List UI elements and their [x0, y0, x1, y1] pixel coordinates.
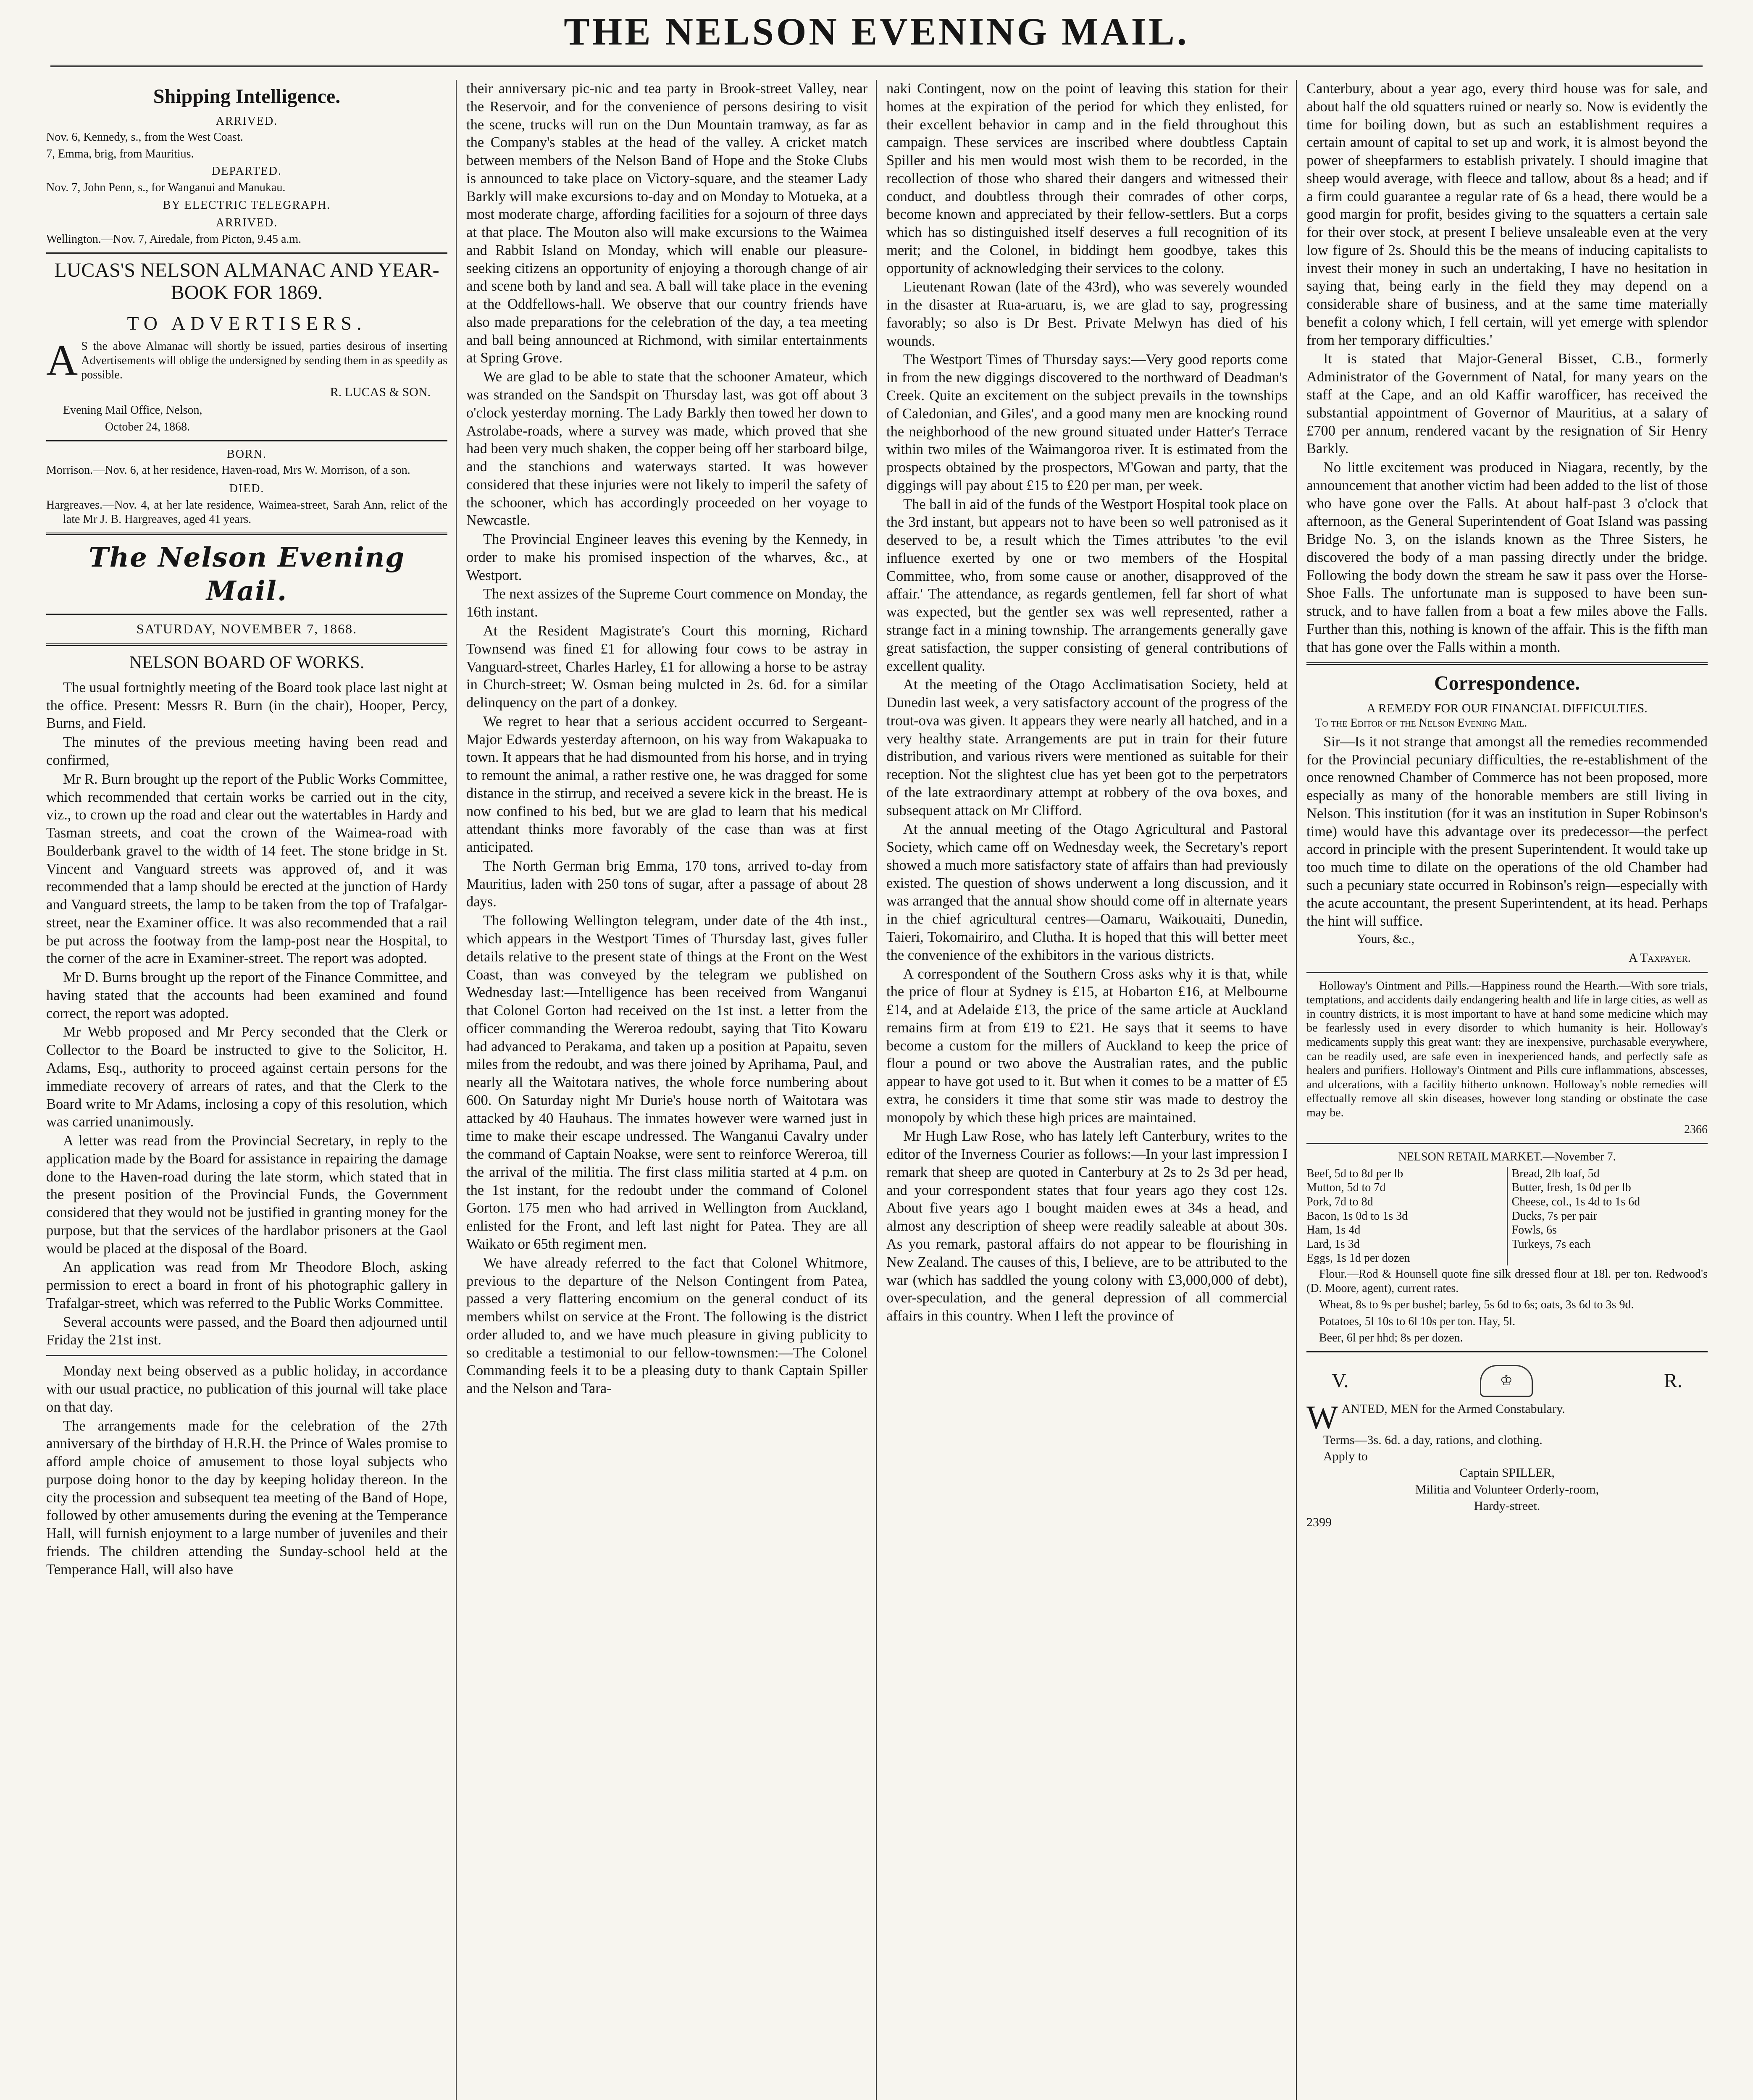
- article-paragraph: Canterbury, about a year ago, every third house was for sale, and about half the old squatters ruined or nearly so. Now is evidently the time for boiling down, but as such an establishment requires a certain amount of capital to set up and work, it is almost beyond the power of sheepfarmers to establish privately. I should imagine that sheep would average, with fleece and tallow, about 8s a head; and if a firm could guarantee a regular rate of 6s a head, there would be a good margin for profit, besides giving to the squatters a certain sale for their over stock, at present I believe unsaleable even at the very low figure of 2s. Should this be the means of inducing capitalists to invest their money in such an undertaking, I have no hesitation in saying that, being early in the field they may depend on a considerable share of business, and at the same time materially benefit a colony which, I fell certain, will yet emerge with splendor from her temporary difficulties.': [1306, 81, 1708, 348]
- article-paragraph: A correspondent of the Southern Cross asks why it is that, while the price of flour at Sydney is £15, at Hobarton £16, at Melbourne £14, and at Adelaide £13, the price of the same article at Auckland remains firm at from £19 to £21. He says that it seems to have become a custom for the millers of Auckland to keep the price of flour a pound or two above the Australian rates, and the public appear to have got used to it. But when it comes to be a matter of £5 extra, he considers it time that some stir was made to destroy the monopoly by which these high prices are maintained.: [886, 966, 1288, 1126]
- article-paragraph: Mr Webb proposed and Mr Percy seconded that the Clerk or Collector to the Board be instructed to give to the Solicitor, H. Adams, Esq., authority to proceed against certain persons for the immediate recovery of arrears of rates, and that the Clerk to the Board write to Mr Adams, inclosing a copy of this resolution, which was carried unanimously.: [46, 1024, 447, 1130]
- cipher-v: V.: [1332, 1370, 1349, 1392]
- market-item: Pork, 7d to 8d: [1306, 1195, 1373, 1209]
- market-note: Wheat, 8s to 9s per bushel; barley, 5s 6d to 6s; oats, 3s 6d to 3s 9d.: [1319, 1298, 1634, 1312]
- article-paragraph: Monday next being observed as a public holiday, in accordance with our usual practice, no publication of this journal will take place on that day.: [46, 1363, 447, 1415]
- market-right-column: [1508, 1167, 1708, 1265]
- article-paragraph: At the meeting of the Otago Acclimatisation Society, held at Dunedin last week, a very satisfactory account of the progress of the trout-ova was given. It appears they were nearly all hatched, and in a very healthy state. Arrangements are put in train for their future distribution, and various rivers were mentioned as suitable for their reception. Not the slightest clue has yet been got to the perpetrators of the late extraordinary attempt at robbery of the ova boxes, and subsequent attack on Mr Clifford.: [886, 677, 1288, 819]
- column-2: [466, 80, 867, 2100]
- departed-entry: Nov. 7, John Penn, s., for Wanganui and Manukau.: [46, 181, 286, 194]
- terms-line: Terms—3s. 6d. a day, rations, and clothing.: [1323, 1433, 1543, 1447]
- almanac-title: LUCAS'S NELSON ALMANAC AND YEAR-BOOK FOR 1869.: [54, 259, 439, 304]
- article-paragraph: Lieutenant Rowan (late of the 43rd), who was severely wounded in the disaster at Rua-aruaru, is, we are glad to say, progressing favorably; so also is Dr Best. Private Melwyn has died of his wounds.: [886, 279, 1288, 349]
- advertisers-place: Evening Mail Office, Nelson,: [63, 404, 202, 417]
- hardy-line: Hardy-street.: [1474, 1499, 1540, 1513]
- market-note: Beer, 6l per hhd; 8s per dozen.: [1319, 1331, 1463, 1345]
- arrived-entry: 7, Emma, brig, from Mauritius.: [46, 147, 194, 160]
- drop-cap: W: [1306, 1399, 1338, 1436]
- article-paragraph: The following Wellington telegram, under date of the 4th inst., which appears in the Westport Times of Thursday last, gives fuller details relative to the present state of things at the Front on the West Coast, than was conveyed by the telegram we published on Wednesday last:—Intelligence has been received from Wanganui that Colonel Gorton had received on the 1st inst. a letter from the officer commanding the Wereroa redoubt, saying that Tito Kowaru had advanced to Perakama, and taken up a position at Papaitu, seven miles from the redoubt, and was there joined by Aprihama, Paul, and nearly all the Waitotara natives, the whole force numbering about 600. On Saturday night Mr Durie's house north of Waitotara was attacked by 40 Hauhaus. The inmates however were warned just in time to make their escape undressed. The Wanganui Cavalry under the command of Captain Noakse, were sent to reinforce Wereroa, till the arrival of the militia. The first class militia started at 4 p.m. on the 1st instant, for the redoubt under the command of Colonel Gorton. 175 men who had arrived in Wellington from Auckland, enlisted for the Front, and left last night for Patea. They are all Waikato or 65th regiment men.: [466, 913, 867, 1252]
- divider: [1306, 1143, 1708, 1144]
- market-item: Cheese, col., 1s 4d to 1s 6d: [1511, 1195, 1640, 1209]
- article-paragraph: their anniversary pic-nic and tea party in Brook-street Valley, near the Reservoir, and for the convenience of persons desiring to visit the scene, trucks will run on the Dun Mountain tramway, as far as the Company's stables at the head of the valley. A cricket match between members of the Nelson Band of Hope and the Stoke Clubs is announced to take place on Victory-square, and the steamer Lady Barkly will make excursions to-day and on Monday to Motueka, at a most moderate charge, affording facilities for a sojourn of three days at that place. The Mouton also will make excursions to the Waimea and Rabbit Island on Monday, which will enable our pleasure-seeking citizens an opportunity of enjoying a thorough change of air and scene both by land and sea. A ball will take place in the evening at the Oddfellows-hall. We observe that our country friends have also made preparations for the celebration of the day, a tea meeting and ball being announced at Richmond, with similar entertainments at Spring Grove.: [466, 81, 867, 366]
- departed-label: DEPARTED.: [212, 165, 282, 178]
- article-paragraph: An application was read from Mr Theodore Bloch, asking permission to erect a board in front of his photographic gallery in Trafalgar-street, which was referred to the Public Works Committee.: [46, 1259, 447, 1311]
- crown-icon: ♔: [1480, 1365, 1533, 1397]
- market-item: Bacon, 1s 0d to 1s 3d: [1306, 1209, 1408, 1223]
- constabulary-advert: [1306, 1401, 1708, 1530]
- divider: [46, 1355, 447, 1356]
- advert-number: 2399: [1306, 1515, 1332, 1529]
- to-editor: To the Editor of the Nelson Evening Mail.: [1315, 717, 1527, 730]
- article-paragraph: The next assizes of the Supreme Court commence on Monday, the 16th instant.: [466, 586, 867, 620]
- market-item: Turkeys, 7s each: [1511, 1237, 1591, 1251]
- column-divider: [876, 80, 877, 2100]
- article-paragraph: It is stated that Major-General Bisset, C.B., formerly Administrator of the Government of Natal, for many years on the staff at the Cape, and an old Kaffir warofficer, has received the substantial appointment of Governor of Mauritius, at a salary of £700 per annum, rendered vacant by the resignation of Sir Henry Barkly.: [1306, 351, 1708, 457]
- article-paragraph: The North German brig Emma, 170 tons, arrived to-day from Mauritius, laden with 250 tons of sugar, after a passage of about 28 days.: [466, 858, 867, 910]
- died-entry: Hargreaves.—Nov. 4, at her late residence, Waimea-street, Sarah Ann, relict of the late Mr J. B. Hargreaves, aged 41 years.: [46, 499, 447, 526]
- divider: [46, 440, 447, 441]
- article-paragraph: At the Resident Magistrate's Court this morning, Richard Townsend was fined £1 for allowing four cows to be astray in Vanguard-street, Charles Harley, £1 for allowing a horse to be astray in Church-street; W. Osman being mulcted in 2s. 6d. for a similar delinquency on the part of a donkey.: [466, 622, 867, 711]
- letter-title: A REMEDY FOR OUR FINANCIAL DIFFICULTIES.: [1367, 701, 1648, 716]
- born-label: BORN.: [227, 447, 267, 461]
- market-item: Beef, 5d to 8d per lb: [1306, 1167, 1403, 1180]
- advertisers-notice: [46, 336, 447, 385]
- market-item: Butter, fresh, 1s 0d per lb: [1511, 1181, 1631, 1194]
- article-paragraph: naki Contingent, now on the point of leaving this station for their homes at the expiration of the period for which they enlisted, for their excellent behavior in camp and in the field throughout this campaign. These services are inscribed where doubtless Captain Spiller and his men would most wish them to be recorded, in the recollection of those who shared their dangers and witnessed their conduct, and doubtless through their comrades of other corps, become known and appreciated by their fellow-settlers. But a corps which has so distinguished itself deserves a full recognition of its merit; and the Colonel, in biddingt hem goodbye, takes this opportunity of acknowledging their services to the colony.: [886, 81, 1288, 276]
- article-paragraph: No little excitement was produced in Niagara, recently, by the announcement that another victim had been added to the list of those who have gone over the Falls. At about half-past 3 o'clock that afternoon, as the General Superintendent of Goat Island was passing Bridge No. 3, on the islands known as the Three Sisters, he discovered the body of a man passing directly under the bridge. Following the body down the stream he saw it pass over the Horse-Shoe Falls. The unfortunate man is supposed to have been sun-struck, and to have fallen from a boat a few miles above the Falls. Further than this, nothing is known of the affair. This is the fifth man that has gone over the Falls within a month.: [1306, 459, 1708, 655]
- article-paragraph: The arrangements made for the celebration of the 27th anniversary of the birthday of H.R.H. the Prince of Wales promise to afford ample choice of amusement to those loyal subjects who purpose doing honor to the day by keeping holiday thereon. In the city the procession and subsequent tea meeting of the Band of Hope, followed by other amusements during the evening at the Temperance Hall, will furnish enjoyment to a large number of juveniles and their friends. The children attending the Sunday-school held at the Temperance Hall, will also have: [46, 1418, 447, 1578]
- born-entry: Morrison.—Nov. 6, at her residence, Haven-road, Mrs W. Morrison, of a son.: [46, 464, 410, 477]
- arrived-label: ARRIVED.: [216, 114, 278, 128]
- advertisers-date: October 24, 1868.: [105, 420, 190, 433]
- article-paragraph: The Westport Times of Thursday says:—Very good reports come in from the new diggings discovered to the northward of Deadman's Creek. Quite an excitement on the subject prevails in the townships of Caledonian, and Giles', and a good many men are knocking round the neighborhood of the new ground situated under Hatter's Terrace within two miles of the Waimangoroa river. It is estimated from the prospects obtained by the prospectors, M'Gowan and party, that the diggings will pay about £15 to £20 per man, per week.: [886, 352, 1288, 494]
- masthead-rule: [50, 65, 1703, 67]
- wanted-line: [1306, 1399, 1708, 1436]
- article-paragraph: We have already referred to the fact that Colonel Whitmore, previous to the departure of the Nelson Contingent from Patea, passed a very flattering encomium on the general conduct of its members whilst on service at the Front. The following is the district order alluded to, and we have much pleasure in giving publicity to so creditable a testimonial to our fellow-townsmen:—The Colonel Commanding feels it to be a pleasing duty to thank Captain Spiller and the Nelson and Tara-: [466, 1255, 867, 1397]
- market-item: Ham, 1s 4d: [1306, 1223, 1361, 1237]
- article-paragraph: The Provincial Engineer leaves this evening by the Kennedy, in order to make his promised inspection of the wharves, &c., at Westport.: [466, 531, 867, 583]
- apply-line: Apply to: [1323, 1449, 1368, 1464]
- letter-body: Sir—Is it not strange that amongst all the remedies recommended for the Provincial pecuniary difficulties, the re-establishment of the once renowned Chamber of Commerce has not been proposed, more especially as many of the honorable members are still living in Nelson. This institution (for it was an institution in Super Robinson's time) would have this advantage over its predecessor—the perfect accord in principle with the present Superintendent. It would take up too much time to dilate on the operations of the old Chamber had such a pecuniary state occurred in Robinson's reign—especially with the acute accountant, the present Superintendent, at its head. Perhaps the hint will suffice.: [1306, 733, 1708, 929]
- article-paragraph: At the annual meeting of the Otago Agricultural and Pastoral Society, which came off on Wednesday week, the Secretary's report showed a much more satisfactory state of affairs than had previously existed. The question of shows underwent a long discussion, and it was arranged that the annual show should come off in alternate years in the chief agricultural centres—Oamaru, Waikouaiti, Dunedin, Taieri, Tokomairiro, and Clutha. It is hoped that this will better meet the convenience of the exhibitors in the various districts.: [886, 821, 1288, 963]
- article-paragraph: Mr Hugh Law Rose, who has lately left Canterbury, writes to the editor of the Inverness Courier as follows:—In your last impression I remark that sheep are quoted in Canterbury at 2s to 2s 3d per head, and your correspondent states that four years ago they cost 12s. About five years ago I bought maiden ewes at 34s a head, and almost any description of sheep were readily saleable at about 30s. As you remark, pastoral affairs do not appear to be flourishing in New Zealand. The causes of this, I believe, are to be attributed to the war (which has saddled the young colony with £3,000,000 of debt), over-speculation, and the general depression of all commercial affairs in this country. When I left the province of: [886, 1128, 1288, 1324]
- newspaper-title: THE NELSON EVENING MAIL.: [564, 10, 1189, 53]
- market-title: NELSON RETAIL MARKET.—November 7.: [1398, 1150, 1616, 1164]
- advertisers-signature: R. LUCAS & SON.: [330, 385, 431, 399]
- column-4: [1306, 80, 1708, 2100]
- market-item: Eggs, 1s 1d per dozen: [1306, 1252, 1410, 1265]
- column-1: [46, 80, 447, 2100]
- market-left-column: [1306, 1167, 1508, 1265]
- market-table: [1306, 1167, 1708, 1265]
- arrived-label: ARRIVED.: [216, 216, 278, 230]
- holloway-advert: Holloway's Ointment and Pills.—Happiness round the Hearth.—With sore trials, temptations, and accidents daily endangering health and life in large cities, as well as in country districts, it is most important to have at hand some medicine which may be fearlessly used in every disorder to which humanity is heir. Holloway's medicaments supply this great want: they are inexpensive, purchasable everywhere, can be readily used, are safe even in inexperienced hands, and perfectly safe as healers and purifiers. Holloway's Ointment and Pills cure inflammations, abscesses, and ulcerations, with a facility hitherto unknown. Holloway's noble remedies will effectually remove all skin diseases, however long standing or obstinate the case may be.: [1306, 979, 1708, 1119]
- column-divider: [456, 80, 457, 2100]
- column-3: [886, 80, 1288, 2100]
- advertisers-text: S the above Almanac will shortly be issued, parties desirous of inserting Advertisements will oblige the undersigned by sending them in as speedily as possible.: [81, 340, 447, 381]
- divider: [46, 614, 447, 615]
- column-divider: [1296, 80, 1297, 2100]
- captain-line: Captain SPILLER,: [1459, 1466, 1555, 1480]
- market-note: Flour.—Rod & Hounsell quote fine silk dressed flour at 18l. per ton. Redwood's (D. Moore, agent), current rates.: [1306, 1268, 1708, 1295]
- wanted-text: ANTED, MEN for the Armed Constabulary.: [1341, 1402, 1565, 1416]
- article-paragraph: Several accounts were passed, and the Board then adjourned until Friday the 21st inst.: [46, 1314, 447, 1348]
- shipping-heading: Shipping Intelligence.: [153, 85, 341, 108]
- telegraph-entry: Wellington.—Nov. 7, Airedale, from Picton, 9.45 a.m.: [46, 233, 302, 246]
- divider: [46, 533, 447, 535]
- advert-number: 2366: [1684, 1123, 1708, 1136]
- cipher-r: R.: [1664, 1370, 1682, 1392]
- article-paragraph: We regret to hear that a serious accident occurred to Sergeant-Major Edwards yesterday afternoon, on his way from Wakapuaka to town. It appears that he had dismounted from his horse, and in trying to remount the animal, a rather restive one, he was dragged for some distance in the stirrup, and received a severe kick in the breast. He is now confined to his bed, but we are glad to learn that his medical attendant thinks more favorably of the case than was at first anticipated.: [466, 713, 867, 856]
- royal-cipher: [1332, 1365, 1682, 1397]
- militia-line: Militia and Volunteer Orderly-room,: [1415, 1482, 1599, 1496]
- divider: [1306, 662, 1708, 665]
- market-item: Mutton, 5d to 7d: [1306, 1181, 1386, 1194]
- market-item: Fowls, 6s: [1511, 1223, 1557, 1237]
- article-paragraph: A letter was read from the Provincial Secretary, in reply to the application made by the Board for assistance in repairing the damage done to the Haven-road during the late storm, which stated that in the present position of the Provincial Funds, the Government considered that they would not be justified in granting money for the purpose, but that the services of the hardlabor prisoners at the Gaol would be placed at the disposal of the Board.: [46, 1133, 447, 1257]
- article-paragraph: The usual fortnightly meeting of the Board took place last night at the office. Present: Messrs R. Burn (in the chair), Hooper, Percy, Burns, and Field.: [46, 679, 447, 732]
- divider: [1306, 972, 1708, 973]
- article-paragraph: We are glad to be able to state that the schooner Amateur, which was stranded on the Sandspit on Thursday last, was got off about 3 o'clock yesterday morning. The Lady Barkly then towed her down to Astrolabe-roads, where a survey was made, which proved that she had been very much shaken, the copper being off her starboard bilge, and the stanchions and waterways started. It was however considered that these injuries were not likely to imperil the safety of the schooner, which has accordingly proceeded on her voyage to Newcastle.: [466, 369, 867, 529]
- paper-title: The Nelson Evening Mail.: [88, 542, 405, 607]
- advertisers-heading: TO ADVERTISERS.: [127, 312, 367, 334]
- arrived-entry: Nov. 6, Kennedy, s., from the West Coast.: [46, 131, 243, 144]
- divider: [1306, 1351, 1708, 1352]
- article-paragraph: Mr R. Burn brought up the report of the Public Works Committee, which recommended that certain works be carried out in the city, viz., to crown up the road and clear out the watertables in Hardy and Tasman streets, and coat the crown of the Waimea-road with Boulderbank gravel to the width of 14 feet. The stone bridge in St. Vincent and Vanguard streets was approved of, and it was recommended that a lamp should be erected at the junction of Hardy and Vanguard streets, the lamp to be taken from the top of Trafalgar-street, near the Examiner office. It was also recommended that a rail be put across the footway from the lamp-post near the Hospital, to the corner of the acre in Examiner-street. The report was adopted.: [46, 771, 447, 967]
- drop-cap: A: [46, 336, 78, 385]
- letter-signature: A Taxpayer.: [1628, 951, 1691, 965]
- divider: [46, 643, 447, 646]
- board-heading: NELSON BOARD OF WORKS.: [129, 653, 365, 672]
- article-paragraph: The ball in aid of the funds of the Westport Hospital took place on the 3rd instant, but appears not to have been so well patronised as it deserved to be, a result which the Times attributes 'to the evil influence exerted by one or two members of the Hospital Committee, who, from some cause or another, disapproved of the affair.' The attendance, as regards gentlemen, fell far short of what was expected, but the gentler sex was well represented, rather a strange fact in a mining township. The arrangements generally gave great satisfaction, the supper consisting of general contributions of excellent quality.: [886, 496, 1288, 674]
- telegraph-label: BY ELECTRIC TELEGRAPH.: [163, 198, 331, 212]
- correspondence-heading: Correspondence.: [1434, 672, 1580, 694]
- article-paragraph: Mr D. Burns brought up the report of the Finance Committee, and having stated that the accounts had been examined and found correct, the report was adopted.: [46, 969, 447, 1021]
- letter-closing: Yours, &c.,: [1357, 932, 1414, 946]
- article-paragraph: The minutes of the previous meeting having been read and confirmed,: [46, 734, 447, 768]
- market-note: Potatoes, 5l 10s to 6l 10s per ton. Hay, 5l.: [1319, 1315, 1516, 1328]
- died-label: DIED.: [229, 482, 265, 496]
- market-item: Ducks, 7s per pair: [1511, 1209, 1598, 1223]
- divider: [46, 252, 447, 254]
- market-item: Bread, 2lb loaf, 5d: [1511, 1167, 1600, 1180]
- masthead: [0, 0, 1753, 67]
- issue-date: SATURDAY, NOVEMBER 7, 1868.: [136, 621, 357, 637]
- market-item: Lard, 1s 3d: [1306, 1237, 1360, 1251]
